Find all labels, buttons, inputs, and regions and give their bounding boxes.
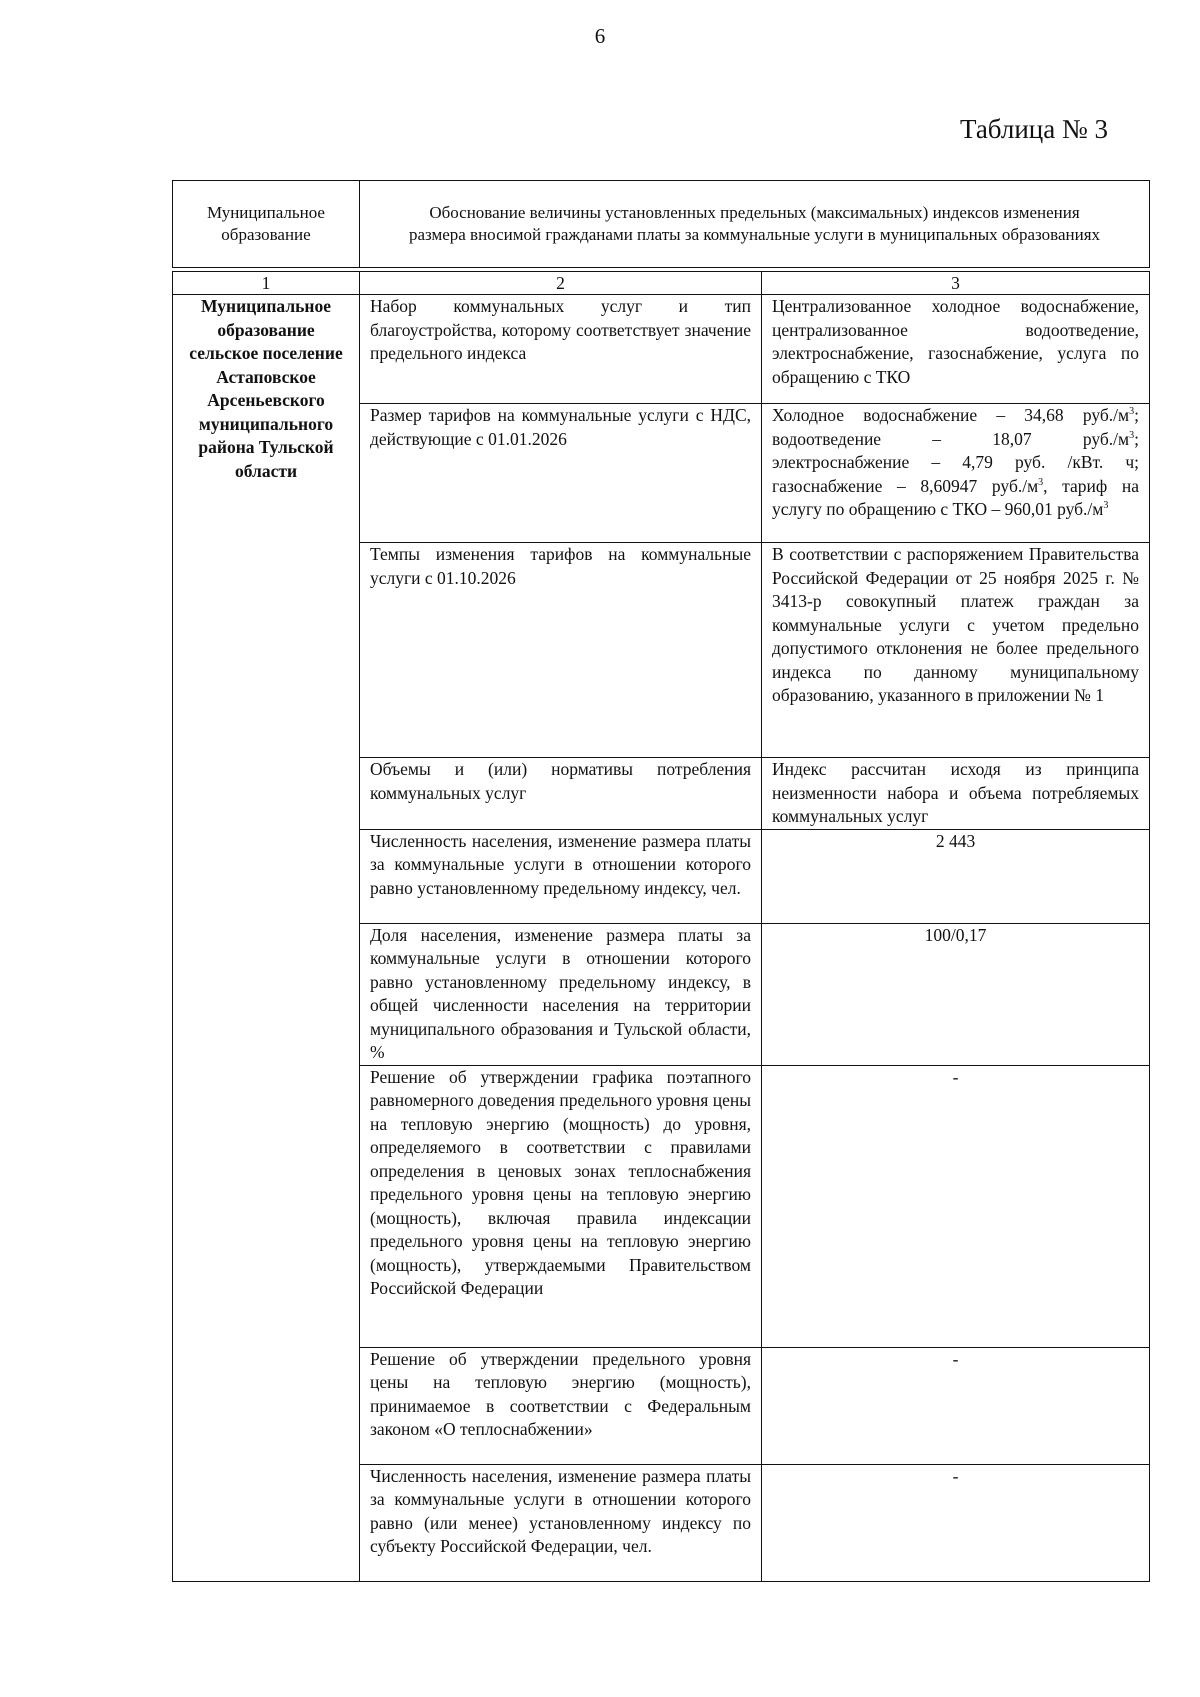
row-value: [762, 404, 1150, 543]
table-row: [173, 295, 1150, 404]
row-value: -: [762, 1464, 1150, 1581]
column-number-3: 3: [762, 272, 1150, 295]
unit-superscript: 3: [1038, 476, 1044, 488]
tariff-text: Холодное водоснабжение – 34,68 руб./м: [772, 405, 1130, 425]
row-label: Численность населения, изменение размера платы за коммунальные услуги в отношении которого равно (или менее) установленному индексу по субъекту Российской Федерации, чел.: [360, 1464, 762, 1581]
row-value: В соответствии с распоряжением Правительства Российской Федерации от 25 ноября 2025 г. № 3413-р совокупный платеж граждан за коммунальные услуги с учетом предельно допустимого отклонения не более предельного индекса по данному муниципальному образованию, указанного в приложении № 1: [762, 543, 1150, 758]
row-label: Размер тарифов на коммунальные услуги с НДС, действующие с 01.01.2026: [360, 404, 762, 543]
header-justification: Обоснование величины установленных предельных (максимальных) индексов изменения размера вносимой гражданами платы за коммунальные услуги в муниципальных образованиях: [360, 181, 1150, 268]
header-table: [172, 180, 1150, 268]
table-caption: Таблица № 3: [960, 114, 1108, 144]
row-value: -: [762, 1347, 1150, 1464]
unit-superscript: 3: [1129, 406, 1135, 418]
justification-table: [172, 271, 1150, 1582]
row-label: Объемы и (или) нормативы потребления коммунальных услуг: [360, 758, 762, 830]
row-label: Решение об утверждении графика поэтапного равномерного доведения предельного уровня цены на тепловую энергию (мощность) до уровня, определяемого в соответствии с правилами определения в ценовых зонах теплоснабжения предельного уровня цены на тепловую энергию (мощность), включая правила индексации предельного уровня цены на тепловую энергию (мощность), утверждаемыми Правительством Российской Федерации: [360, 1065, 762, 1347]
row-value: 2 443: [762, 829, 1150, 923]
row-label: Темпы изменения тарифов на коммунальные услуги с 01.10.2026: [360, 543, 762, 758]
page-number: 6: [594, 24, 606, 48]
row-value: -: [762, 1065, 1150, 1347]
column-number-2: 2: [360, 272, 762, 295]
tariff-text: ; водоотведение – 18,07 руб./м: [772, 405, 1139, 449]
column-number-1: 1: [173, 272, 360, 295]
row-value: Централизованное холодное водоснабжение, централизованное водоотведение, электроснабжение, газоснабжение, услуга по обращению с ТКО: [762, 295, 1150, 404]
row-label: Решение об утверждении предельного уровня цены на тепловую энергию (мощность), принимаемое в соответствии с Федеральным законом «О теплоснабжении»: [360, 1347, 762, 1464]
unit-superscript: 3: [1103, 500, 1109, 512]
header-municipality: Муниципальное образование: [173, 181, 360, 268]
tariff-text: ; электроснабжение – 4,79 руб. /кВт. ч; газоснабжение – 8,60947 руб./м: [772, 428, 1139, 496]
unit-superscript: 3: [1129, 429, 1135, 441]
row-value: 100/0,17: [762, 923, 1150, 1065]
tariff-text: , тариф на услугу по обращению с ТКО – 960,01 руб./м: [772, 475, 1139, 519]
row-label: Численность населения, изменение размера платы за коммунальные услуги в отношении которого равно установленному предельному индексу, чел.: [360, 829, 762, 923]
row-label: Доля населения, изменение размера платы за коммунальные услуги в отношении которого равно установленному предельному индексу, в общей численности населения на территории муниципального образования и Тульской области, %: [360, 923, 762, 1065]
row-value: Индекс рассчитан исходя из принципа неизменности набора и объема потребляемых коммунальных услуг: [762, 758, 1150, 830]
row-label: Набор коммунальных услуг и тип благоустройства, которому соответствует значение предельного индекса: [360, 295, 762, 404]
column-number-row: [173, 272, 1150, 295]
municipality-name: Муниципальное образование сельское поселение Астаповское Арсеньевского муниципального района Тульской области: [173, 295, 360, 1582]
